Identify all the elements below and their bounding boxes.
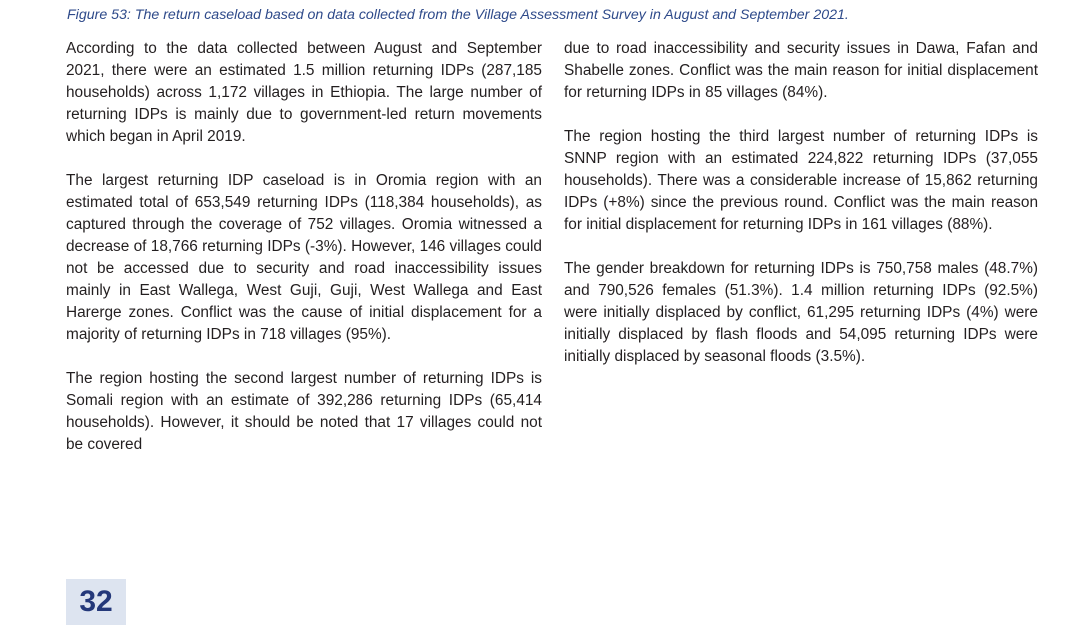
right-column (564, 38, 1038, 390)
paragraph-gender-breakdown: The gender breakdown for returning IDPs is 750,758 males (48.7%) and 790,526 females (51.3%). 1.4 million returning IDPs (92.5%) were initially displaced by conflict, 61,295 returning IDPs (4%) were initially displaced by flash floods and 54,095 returning IDPs were initially displaced by seasonal floods (3.5%). (564, 260, 1038, 365)
figure-caption: Figure 53: The return caseload based on data collected from the Village Assessment Survey in August and September 2021. (67, 7, 849, 23)
paragraph-somali: The region hosting the second largest number of returning IDPs is Somali region with an estimate of 392,286 returning IDPs (65,414 households). However, it should be noted that 17 villages could not be covered (66, 370, 542, 453)
paragraph-intro: According to the data collected between August and September 2021, there were an estimated 1.5 million returning IDPs (287,185 households) across 1,172 villages in Ethiopia. The large number of returning IDPs is mainly due to government-led return movements which began in April 2019. (66, 40, 542, 145)
paragraph-snnp: The region hosting the third largest number of returning IDPs is SNNP region with an estimated 224,822 returning IDPs (37,055 households). There was a considerable increase of 15,862 returning IDPs (+8%) since the previous round. Conflict was the main reason for initial displacement for returning IDPs in 161 villages (88%). (564, 128, 1038, 233)
paragraph-oromia: The largest returning IDP caseload is in Oromia region with an estimated total of 653,549 returning IDPs (118,384 households), as captured through the coverage of 752 villages. Oromia witnessed a decrease of 18,766 returning IDPs (-3%). However, 146 villages could not be accessed due to security and road inaccessibility issues mainly in East Wallega, West Guji, Guji, West Wallega and East Harerge zones. Conflict was the cause of initial displacement for a majority of returning IDPs in 718 villages (95%). (66, 172, 542, 343)
paragraph-somali-continued: due to road inaccessibility and security issues in Dawa, Fafan and Shabelle zones. Conflict was the main reason for initial displacement for returning IDPs in 85 villages (84%). (564, 40, 1038, 101)
page-number: 32 (66, 579, 126, 625)
left-column (66, 38, 542, 478)
